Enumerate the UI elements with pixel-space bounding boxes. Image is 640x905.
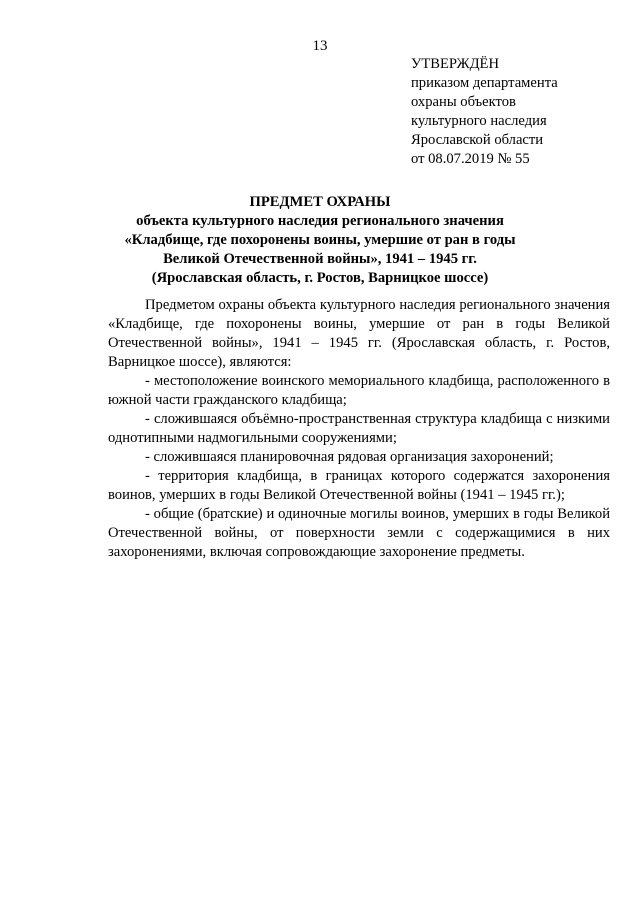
title-line: Великой Отечественной войны», 1941 – 1945 гг. — [163, 251, 477, 267]
list-item: - территория кладбища, в границах которого содержатся захоронения воинов, умерших в годы Великой Отечественной войны (1941 – 1945 гг.); — [108, 468, 610, 503]
approval-date-number: от 08.07.2019 № 55 — [411, 151, 530, 167]
intro-paragraph: Предметом охраны объекта культурного наследия регионального значения «Кладбище, где похоронены воины, умершие от ран в годы Великой Отечественной войны», 1941 – 1945 гг. (Ярославская область, г. Ростов, Варницкое шоссе), являются: — [108, 297, 610, 370]
approval-heading: УТВЕРЖДЁН — [411, 56, 499, 72]
list-item: - общие (братские) и одиночные могилы воинов, умерших в годы Великой Отечественной войны, от поверхности земли с содержащимися в них захоронениями, включая сопровождающие захоронение предметы. — [108, 506, 610, 560]
page-number: 13 — [312, 38, 328, 54]
approval-line: Ярославской области — [411, 132, 544, 148]
list-item: - сложившаяся планировочная рядовая организация захоронений; — [145, 449, 554, 465]
document-title — [0, 193, 640, 288]
approval-stamp — [411, 55, 621, 169]
approval-line: приказом департамента — [411, 75, 558, 91]
title-line: объекта культурного наследия регионального значения — [136, 213, 504, 229]
title-line: «Кладбище, где похоронены воины, умершие от ран в годы — [124, 232, 516, 248]
document-body — [108, 296, 610, 562]
title-line: (Ярославская область, г. Ростов, Варницкое шоссе) — [151, 270, 489, 286]
approval-line: культурного наследия — [411, 113, 547, 129]
approval-line: охраны объектов — [411, 94, 516, 110]
list-item: - местоположение воинского мемориального кладбища, расположенного в южной части гражданского кладбища; — [108, 373, 610, 408]
list-item: - сложившаяся объёмно-пространственная структура кладбища с низкими однотипными надмогильными сооружениями; — [108, 411, 610, 446]
title-heading: ПРЕДМЕТ ОХРАНЫ — [249, 194, 391, 210]
